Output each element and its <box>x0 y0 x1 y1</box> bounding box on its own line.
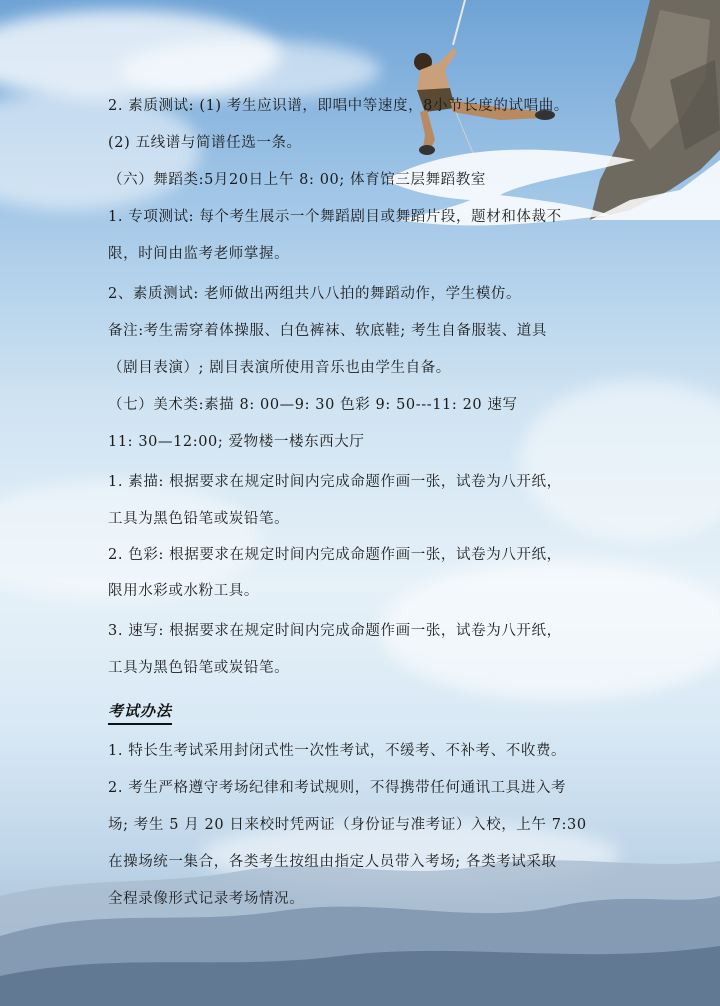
paragraph-line: （六）舞蹈类:5月20日上午 8: 00; 体育馆三层舞蹈教室 <box>108 172 486 188</box>
paragraph-line: 工具为黑色铅笔或炭铅笔。 <box>108 660 290 676</box>
paragraph-line: 全程录像形式记录考场情况。 <box>108 891 305 907</box>
paragraph-line: 工具为黑色铅笔或炭铅笔。 <box>108 511 290 527</box>
paragraph-line: 备注:考生需穿着体操服、白色裤袜、软底鞋; 考生自备服装、道具 <box>108 323 547 339</box>
paragraph-line: 2. 考生严格遵守考场纪律和考试规则，不得携带任何通讯工具进入考 <box>108 780 567 796</box>
paragraph-line: 限用水彩或水粉工具。 <box>108 583 259 599</box>
paragraph-line: 限，时间由监考老师掌握。 <box>108 246 290 262</box>
paragraph-line: 3. 速写: 根据要求在规定时间内完成命题作画一张，试卷为八开纸， <box>108 623 562 639</box>
paragraph-line: 1. 特长生考试采用封闭式性一次性考试，不缓考、不补考、不收费。 <box>108 743 567 759</box>
paragraph-line: 1. 专项测试: 每个考生展示一个舞蹈剧目或舞蹈片段，题材和体裁不 <box>108 209 562 225</box>
paragraph-line: 1. 素描: 根据要求在规定时间内完成命题作画一张，试卷为八开纸， <box>108 474 562 490</box>
paragraph-line: 2. 素质测试: (1) 考生应识谱，即唱中等速度，8小节长度的试唱曲。 <box>108 98 569 114</box>
section-title: 考试办法 <box>108 700 172 725</box>
paragraph-line: 2. 色彩: 根据要求在规定时间内完成命题作画一张，试卷为八开纸， <box>108 547 562 563</box>
paragraph-line: （剧目表演）; 剧目表演所使用音乐也由学生自备。 <box>108 360 451 376</box>
paragraph-line: 11: 30—12:00; 爱物楼一楼东西大厅 <box>108 434 365 450</box>
paragraph-line: 2、素质测试: 老师做出两组共八八拍的舞蹈动作，学生模仿。 <box>108 286 522 302</box>
paragraph-line: 场; 考生 5 月 20 日来校时凭两证（身份证与准考证）入校，上午 7:30 <box>108 817 587 833</box>
paragraph-line: （七）美术类:素描 8: 00—9: 30 色彩 9: 50---11: 20 速写 <box>108 397 518 413</box>
paragraph-line: (2) 五线谱与简谱任选一条。 <box>108 135 302 151</box>
paragraph-line: 在操场统一集合，各类考生按组由指定人员带入考场; 各类考试采取 <box>108 854 557 870</box>
